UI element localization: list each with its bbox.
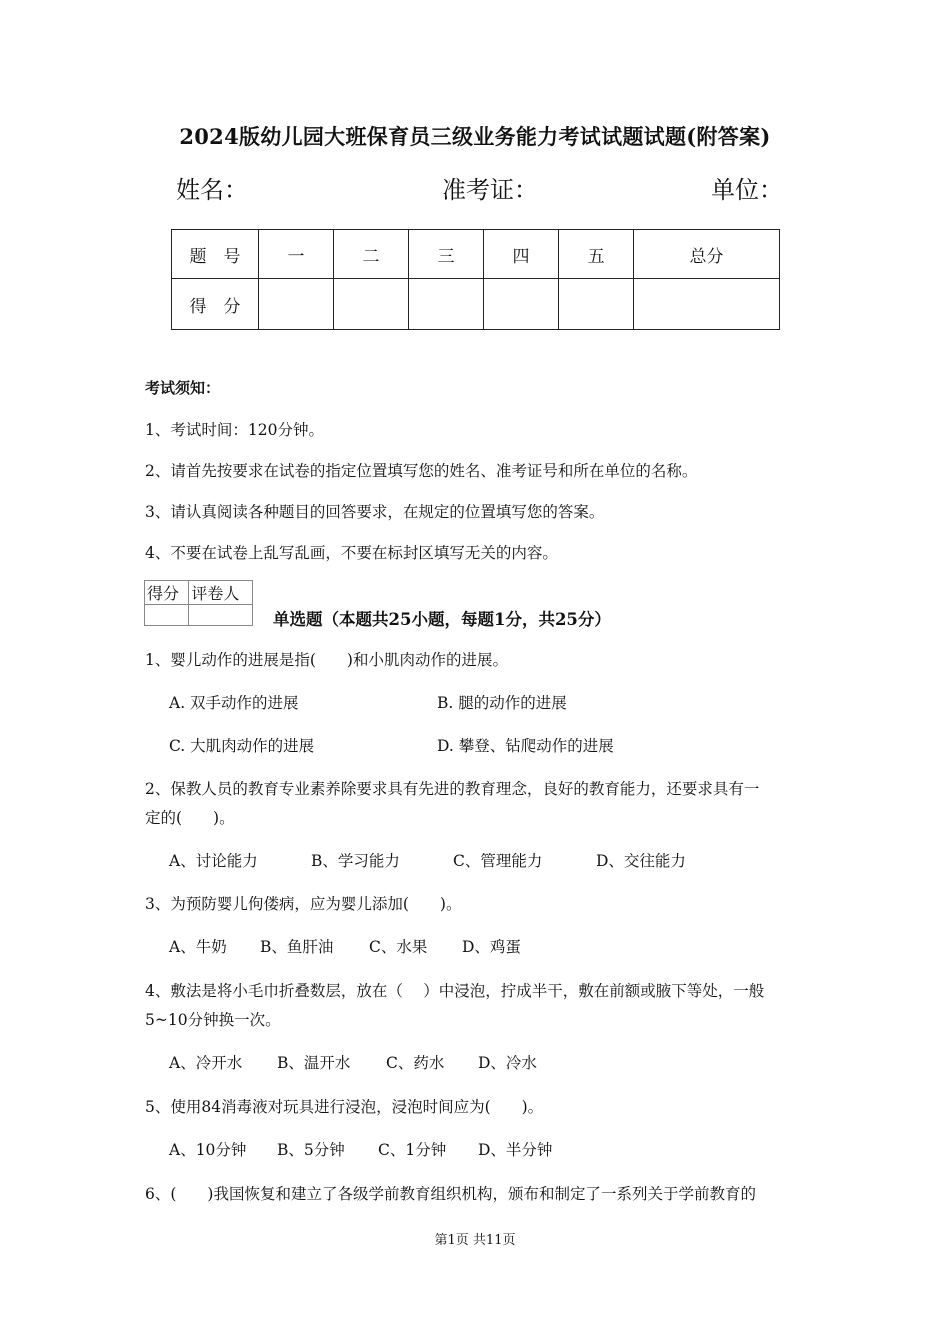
score-table-cell: 一 xyxy=(259,230,334,279)
question-5-option-a: A、10分钟 xyxy=(169,1141,247,1159)
question-1-option-c: C. 大肌肉动作的进展 xyxy=(169,737,315,755)
unit-field-label: 单位： xyxy=(711,176,783,204)
question-4-stem-continued: 5~10分钟换一次。 xyxy=(145,1011,281,1029)
grader-name-label: 评卷人 xyxy=(189,581,253,605)
score-table-header-row xyxy=(172,230,780,279)
score-table-cell: 总分 xyxy=(634,230,780,279)
question-3-option-d: D、鸡蛋 xyxy=(462,938,521,956)
notice-item: 4、不要在试卷上乱写乱画，不要在标封区填写无关的内容。 xyxy=(145,544,558,562)
score-table-cell: 二 xyxy=(334,230,409,279)
question-2-stem: 2、保教人员的教育专业素养除要求具有先进的教育理念，良好的教育能力，还要求具有一 xyxy=(145,780,760,798)
exam-id-field-label: 准考证： xyxy=(442,176,538,204)
question-2-stem-continued: 定的( )。 xyxy=(145,809,235,827)
question-4-option-a: A、冷开水 xyxy=(169,1054,243,1072)
score-table-cell: 五 xyxy=(559,230,634,279)
question-3-option-c: C、水果 xyxy=(369,938,428,956)
notice-heading: 考试须知： xyxy=(145,379,221,397)
score-table-cell: 四 xyxy=(484,230,559,279)
score-input-cell[interactable] xyxy=(334,279,409,330)
question-5-option-b: B、5分钟 xyxy=(277,1141,345,1159)
score-row-label: 得 分 xyxy=(172,279,259,330)
score-input-cell[interactable] xyxy=(484,279,559,330)
question-1-option-b: B. 腿的动作的进展 xyxy=(437,694,567,712)
question-3-stem: 3、为预防婴儿佝偻病，应为婴儿添加( )。 xyxy=(145,895,462,913)
score-table xyxy=(171,229,780,330)
notice-item: 1、考试时间：120分钟。 xyxy=(145,421,324,439)
question-6-stem: 6、( )我国恢复和建立了各级学前教育组织机构，颁布和制定了一系列关于学前教育的 xyxy=(145,1185,756,1203)
question-2-option-d: D、交往能力 xyxy=(596,852,686,870)
question-1-option-a: A. 双手动作的进展 xyxy=(169,694,299,712)
notice-item: 3、请认真阅读各种题目的回答要求，在规定的位置填写您的答案。 xyxy=(145,503,605,521)
score-input-cell[interactable] xyxy=(559,279,634,330)
score-input-cell[interactable] xyxy=(409,279,484,330)
grader-box xyxy=(144,580,253,626)
question-3-option-b: B、鱼肝油 xyxy=(260,938,334,956)
question-4-stem: 4、敷法是将小毛巾折叠数层，放在（ ）中浸泡，拧成半干，敷在前额或腋下等处，一般 xyxy=(145,982,765,1000)
score-table-score-row xyxy=(172,279,780,330)
score-table-cell: 题 号 xyxy=(172,230,259,279)
question-2-option-a: A、讨论能力 xyxy=(169,852,258,870)
notice-item: 2、请首先按要求在试卷的指定位置填写您的姓名、准考证号和所在单位的名称。 xyxy=(145,462,698,480)
question-5-stem: 5、使用84消毒液对玩具进行浸泡，浸泡时间应为( )。 xyxy=(145,1098,544,1116)
name-field-label: 姓名： xyxy=(176,176,248,204)
question-1-stem: 1、婴儿动作的进展是指( )和小肌肉动作的进展。 xyxy=(145,651,508,669)
page-footer: 第1页 共11页 xyxy=(434,1233,516,1248)
question-5-option-c: C、1分钟 xyxy=(378,1141,447,1159)
question-1-option-d: D. 攀登、钻爬动作的进展 xyxy=(437,737,614,755)
section-title: 单选题（本题共25小题，每题1分，共25分） xyxy=(273,610,611,629)
question-2-option-c: C、管理能力 xyxy=(453,852,543,870)
question-4-option-d: D、冷水 xyxy=(478,1054,537,1072)
question-4-option-c: C、药水 xyxy=(386,1054,445,1072)
score-table-cell: 三 xyxy=(409,230,484,279)
question-4-option-b: B、温开水 xyxy=(277,1054,351,1072)
question-2-option-b: B、学习能力 xyxy=(311,852,400,870)
score-input-cell[interactable] xyxy=(259,279,334,330)
grader-score-label: 得分 xyxy=(145,581,189,605)
grader-name-cell[interactable] xyxy=(189,605,253,626)
grader-score-cell[interactable] xyxy=(145,605,189,626)
question-3-option-a: A、牛奶 xyxy=(169,938,227,956)
document-title: 2024版幼儿园大班保育员三级业务能力考试试题试题(附答案) xyxy=(179,124,771,149)
score-input-cell[interactable] xyxy=(634,279,780,330)
question-5-option-d: D、半分钟 xyxy=(478,1141,553,1159)
